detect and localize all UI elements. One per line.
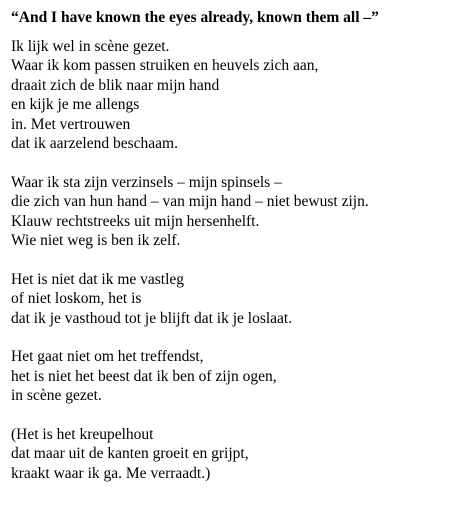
poem-line: dat ik je vasthoud tot je blijft dat ik je loslaat.: [11, 309, 293, 327]
stanza-1: [11, 37, 461, 153]
poem-line: en kijk je me allengs: [11, 96, 140, 114]
poem-line: Klauw rechtstreeks uit mijn hersenhelft.: [11, 212, 260, 230]
poem-line: in. Met vertrouwen: [11, 115, 131, 133]
poem-line: in scène gezet.: [11, 387, 102, 405]
poem-line: Ik lijk wel in scène gezet.: [11, 38, 170, 55]
poem-line: die zich van hun hand – van mijn hand – niet bewust zijn.: [11, 193, 369, 211]
poem-line: Het gaat niet om het treffendst,: [11, 348, 204, 366]
poem-line: kraakt waar ik ga. Me verraadt.): [11, 464, 211, 482]
poem-document: [11, 8, 461, 503]
poem-line: Waar ik kom passen struiken en heuvels zich aan,: [11, 57, 319, 75]
poem-line: dat maar uit de kanten groeit en grijpt,: [11, 445, 249, 463]
poem-line: het is niet het beest dat ik ben of zijn ogen,: [11, 367, 277, 385]
poem-line: Waar ik sta zijn verzinsels – mijn spinsels –: [11, 173, 282, 191]
poem-line: dat ik aarzelend beschaam.: [11, 135, 178, 153]
poem-line: Wie niet weg is ben ik zelf.: [11, 232, 181, 250]
poem-line: of niet loskom, het is: [11, 290, 142, 308]
stanza-4: [11, 347, 461, 405]
poem-line: draait zich de blik naar mijn hand: [11, 76, 220, 94]
poem-epigraph: “And I have known the eyes already, known them all –”: [11, 9, 379, 26]
stanza-3: [11, 270, 461, 328]
stanza-5: [11, 425, 461, 483]
poem-line: Het is niet dat ik me vastleg: [11, 270, 185, 288]
stanza-2: [11, 173, 461, 251]
poem-line: (Het is het kreupelhout: [11, 426, 154, 444]
